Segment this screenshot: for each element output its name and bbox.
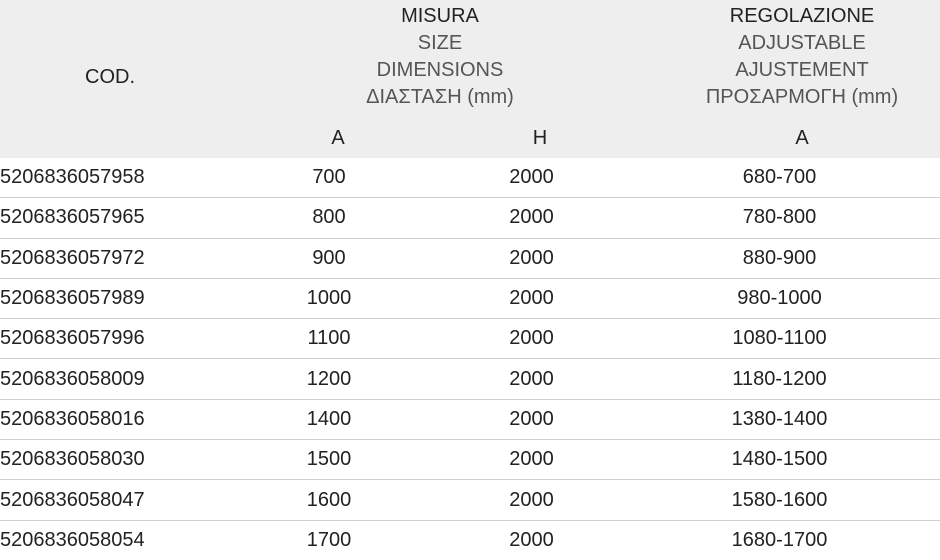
adjustable-range-cell: 880-900 bbox=[619, 238, 940, 278]
table-row bbox=[0, 278, 940, 318]
height-cell: 2000 bbox=[444, 480, 619, 520]
product-code-cell: 5206836057996 bbox=[0, 319, 214, 359]
subheader-width-a: A bbox=[331, 127, 345, 149]
height-cell: 2000 bbox=[444, 399, 619, 439]
product-code-cell: 5206836057989 bbox=[0, 278, 214, 318]
adjustable-header-fr: AJUSTEMENT bbox=[735, 59, 869, 81]
width-cell: 800 bbox=[214, 198, 444, 238]
width-cell: 1500 bbox=[214, 440, 444, 480]
width-cell: 1100 bbox=[214, 319, 444, 359]
adjustable-range-cell: 1380-1400 bbox=[619, 399, 940, 439]
code-column-header: COD. bbox=[85, 66, 135, 88]
product-code-cell: 5206836058016 bbox=[0, 399, 214, 439]
adjustable-header-en: ADJUSTABLE bbox=[738, 32, 866, 54]
width-cell: 1400 bbox=[214, 399, 444, 439]
size-header-fr: DIMENSIONS bbox=[376, 59, 504, 81]
adjustable-column-header bbox=[690, 3, 914, 111]
product-code-cell: 5206836058054 bbox=[0, 528, 145, 551]
product-code-cell: 5206836057972 bbox=[0, 238, 214, 278]
adjustable-header-it: REGOLAZIONE bbox=[729, 5, 875, 27]
width-cell: 1000 bbox=[214, 278, 444, 318]
height-cell: 2000 bbox=[444, 198, 619, 238]
height-cell: 2000 bbox=[444, 359, 619, 399]
product-code-cell: 5206836058047 bbox=[0, 480, 214, 520]
table-row bbox=[0, 198, 940, 238]
adjustable-range-cell: 680-700 bbox=[619, 158, 940, 198]
table-header bbox=[0, 0, 940, 158]
subheader-adjustable-a: A bbox=[795, 127, 809, 149]
size-header-gr: ΔΙΑΣΤΑΣΗ (mm) bbox=[366, 86, 514, 108]
product-code-cell: 5206836057965 bbox=[0, 198, 214, 238]
adjustable-range-cell: 1080-1100 bbox=[619, 319, 940, 359]
width-cell: 1600 bbox=[214, 480, 444, 520]
product-code-cell: 5206836058009 bbox=[0, 359, 214, 399]
subheader-height-h: H bbox=[532, 127, 548, 149]
size-header-it: MISURA bbox=[401, 5, 479, 27]
width-cell: 900 bbox=[214, 238, 444, 278]
adjustable-range-cell: 1480-1500 bbox=[619, 440, 940, 480]
size-header-en: SIZE bbox=[417, 32, 463, 54]
product-code-cell: 5206836057958 bbox=[0, 158, 214, 198]
adjustable-range-cell: 1680-1700 bbox=[731, 528, 828, 551]
adjustable-range-cell: 1580-1600 bbox=[619, 480, 940, 520]
height-cell: 2000 bbox=[444, 319, 619, 359]
table-row bbox=[0, 480, 940, 520]
table-row bbox=[0, 158, 940, 198]
height-cell: 2000 bbox=[444, 238, 619, 278]
width-cell: 1200 bbox=[214, 359, 444, 399]
height-cell: 2000 bbox=[444, 158, 619, 198]
width-cell: 1700 bbox=[306, 528, 352, 551]
table-row bbox=[0, 399, 940, 439]
table-row bbox=[0, 238, 940, 278]
width-cell: 700 bbox=[214, 158, 444, 198]
table-row bbox=[0, 440, 940, 480]
adjustable-range-cell: 780-800 bbox=[619, 198, 940, 238]
height-cell: 2000 bbox=[444, 278, 619, 318]
product-code-cell: 5206836058030 bbox=[0, 440, 214, 480]
adjustable-header-gr: ΠΡΟΣΑΡΜΟΓΗ (mm) bbox=[705, 86, 899, 108]
adjustable-range-cell: 1180-1200 bbox=[619, 359, 940, 399]
size-column-header bbox=[340, 3, 540, 111]
table-row bbox=[0, 520, 940, 560]
product-table bbox=[0, 158, 940, 560]
table-row bbox=[0, 359, 940, 399]
table-row bbox=[0, 319, 940, 359]
height-cell: 2000 bbox=[444, 440, 619, 480]
height-cell: 2000 bbox=[509, 528, 554, 551]
adjustable-range-cell: 980-1000 bbox=[619, 278, 940, 318]
